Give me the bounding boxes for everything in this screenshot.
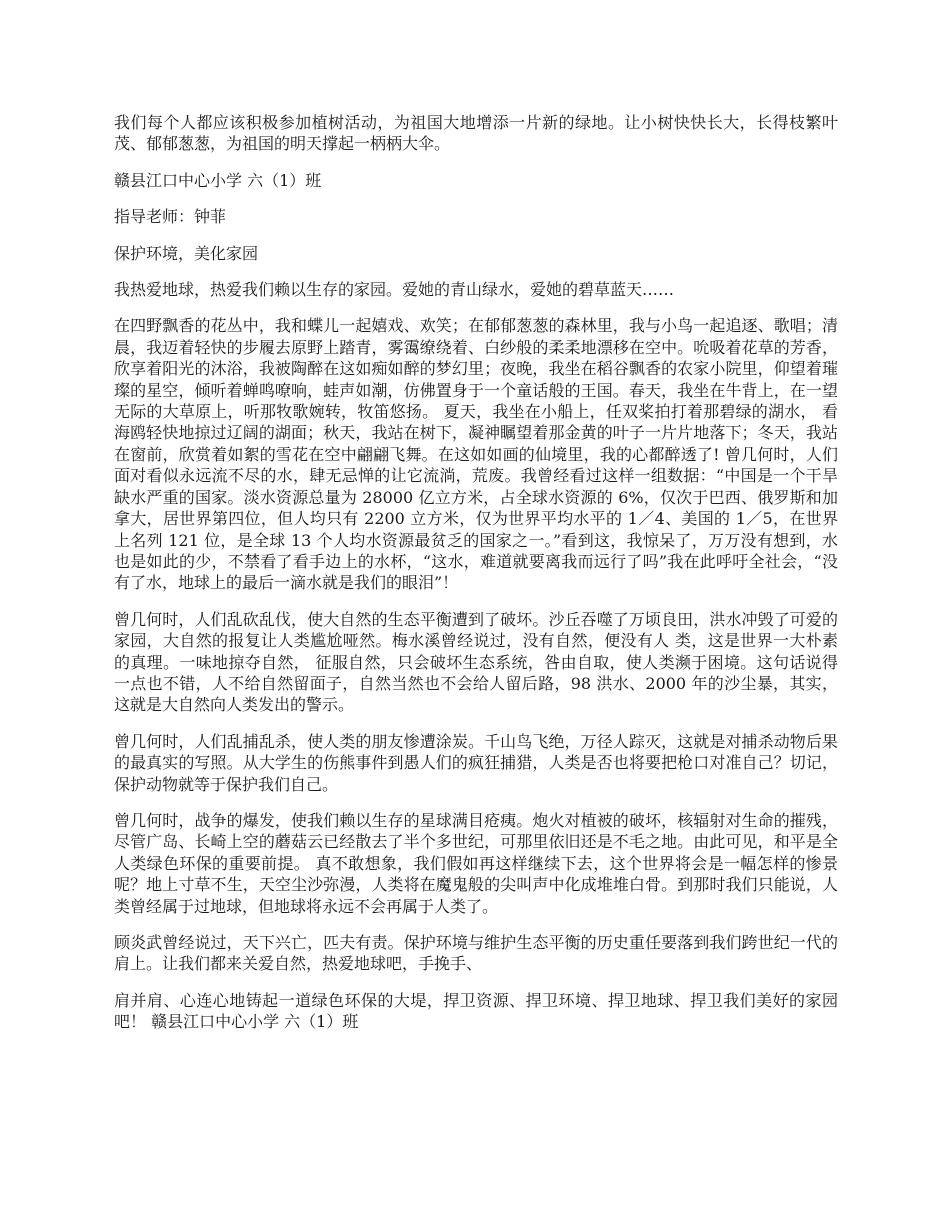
paragraph-seasons-water: 在四野飘香的花丛中，我和蝶儿一起嬉戏、欢笑；在郁郁葱葱的森林里，我与小鸟一起追逐、歌唱；清晨，我迈着轻快的步履去原野上踏青，雾霭缭绕着、白纱般的柔柔地漂移在空中。吮吸着花草的芳香， 欣享着阳光的沐浴，我被陶醉在这如痴如醉的梦幻里；夜晚，我坐在稻谷飘香的农家小院里，仰望着璀璨的星空，倾听着蝉鸣嘹响，蛙声如潮，仿佛置身于一个童话般的王国。春天，我坐在牛背上，在一望无际的大草原上，听那牧歌婉转，牧笛悠扬。 夏天，我坐在小船上，任双桨拍打着那碧绿的湖水， 看海鸥轻快地掠过辽阔的湖面；秋天，我站在树下，凝神瞩望着那金黄的叶子一片片地落下；冬天，我站在窗前，欣赏着如絮的雪花在空中翩翩飞舞。在这如如画的仙境里，我的心都醉透了! 曾几何时，人们面对看似永远流不尽的水，肆无忌惮的让它流淌，荒废。我曾经看过这样一组数据：“中国是一个干旱缺水严重的国家。淡水资源总量为 28000 亿立方米，占全球水资源的 6%，仅次于巴西、俄罗斯和加拿大，居世界第四位，但人均只有 2200 立方米，仅为世界平均水平的 1／4、美国的 1／5，在世界上名列 121 位，是全球 13 个人均水资源最贫乏的国家之一。”看到这，我惊呆了，万万没有想到，水也是如此的少，不禁看了看手边上的水杯，“这水，难道就要离我而远行了吗”我在此呼吁全社会，“没有了水，地球上的最后一滴水就是我们的眼泪”！ [114,316,838,593]
document-page [114,112,838,1048]
paragraph-responsibility: 顾炎武曾经说过，天下兴亡，匹夫有责。保护环境与维护生态平衡的历史重任要落到我们跨世纪一代的肩上。让我们都来关爱自然，热爱地球吧，手挽手、 [114,933,838,974]
paragraph-deforestation: 曾几何时，人们乱砍乱伐，使大自然的生态平衡遭到了破坏。沙丘吞噬了万顷良田，洪水冲毁了可爱的家园，大自然的报复让人类尴尬哑然。梅水溪曾经说过，没有自然，便没有人 类，这是世界一大朴素的真理。一味地掠夺自然， 征服自然，只会破坏生态系统，咎由自取，使人类濒于困境。这句话说得一点也不错，人不给自然留面子，自然当然也不会给人留后路，98 洪水、2000 年的沙尘暴，其实，这就是大自然向人类发出的警示。 [114,609,838,715]
paragraph-closing: 肩并肩、心连心地铸起一道绿色环保的大堤，捍卫资源、捍卫环境、捍卫地球、捍卫我们美好的家园吧！ 赣县江口中心小学 六（1）班 [114,990,838,1032]
essay-title: 保护环境，美化家园 [114,243,259,263]
paragraph-war: 曾几何时，战争的爆发，使我们赖以生存的星球满目疮痍。炮火对植被的破坏，核辐射对生命的摧残，尽管广岛、长崎上空的蘑菇云已经散去了半个多世纪，可那里依旧还是不毛之地。由此可见，和平是全人类绿色环保的重要前提。 真不敢想象，我们假如再这样继续下去，这个世界将会是一幅怎样的惨景呢？地上寸草不生，天空尘沙弥漫，人类将在魔鬼般的尖叫声中化成堆堆白骨。到那时我们只能说，人类曾经属于过地球，但地球将永远不会再属于人类了。 [114,810,838,916]
paragraph-planting-trees: 我们每个人都应该积极参加植树活动，为祖国大地增添一片新的绿地。让小树快快长大，长得枝繁叶茂、郁郁葱葱，为祖国的明天撑起一柄柄大伞。 [114,113,838,154]
paragraph-hunting: 曾几何时，人们乱捕乱杀，使人类的朋友惨遭涂炭。千山鸟飞绝，万径人踪灭，这就是对捕杀动物后果的最真实的写照。从大学生的伤熊事件到愚人们的疯狂捕猎，人类是否也将要把枪口对准自己？切记，保护动物就等于保护我们自己。 [114,731,838,794]
class-attribution: 赣县江口中心小学 六（1）班 [114,170,322,190]
paragraph-intro: 我热爱地球，热爱我们赖以生存的家园。爱她的青山绿水，爱她的碧草蓝天…… [114,280,675,300]
teacher-attribution: 指导老师：钟菲 [114,207,227,227]
